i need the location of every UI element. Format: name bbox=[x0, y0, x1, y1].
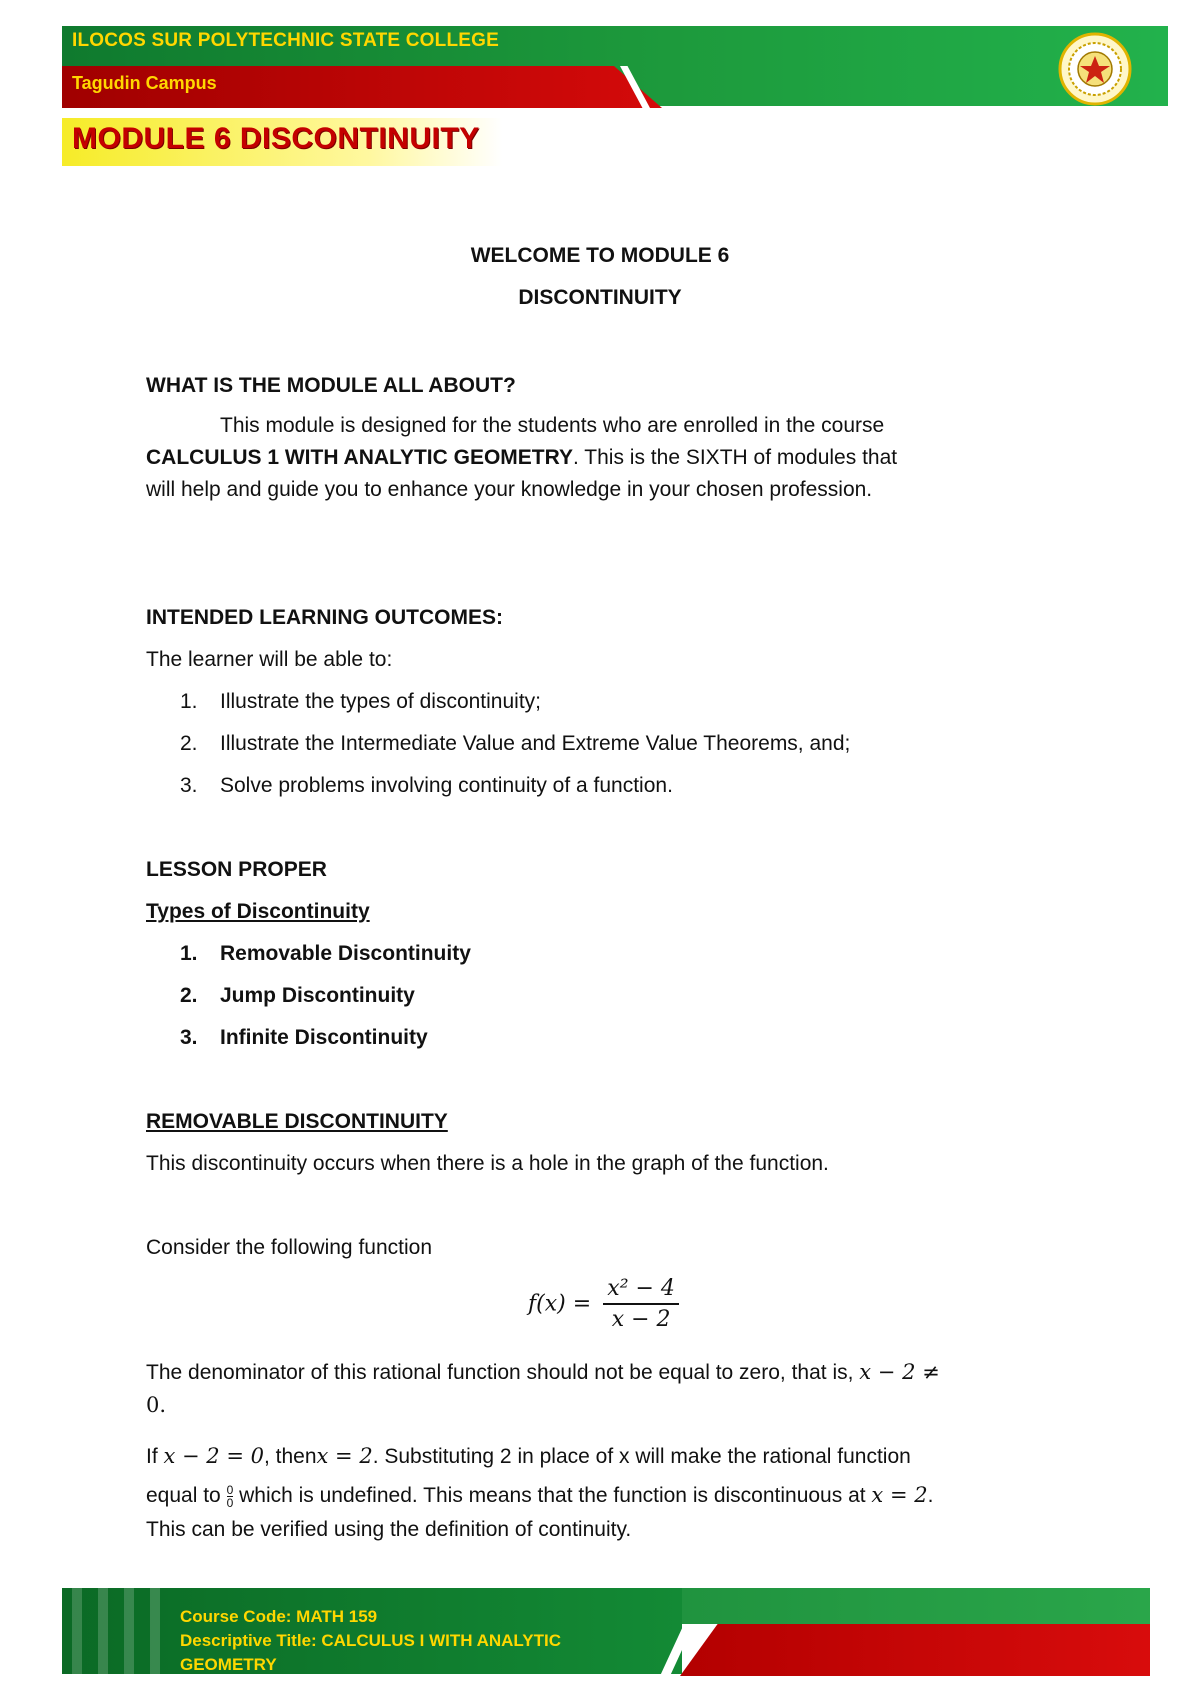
sub-text-c: . Substituting 2 in place of x will make the rational function bbox=[372, 1445, 911, 1468]
substitution-line-2 bbox=[146, 1479, 1066, 1512]
footer-red-band bbox=[680, 1624, 1150, 1676]
mini-numerator: 0 bbox=[226, 1482, 234, 1497]
ilo-item-text: Illustrate the Intermediate Value and Extreme Value Theorems, and; bbox=[220, 732, 851, 755]
footer-stripes bbox=[72, 1588, 162, 1674]
course-title-line-1: Descriptive Title: CALCULUS I WITH ANALYTIC bbox=[180, 1631, 561, 1650]
sub-math-1: x − 2 = 0 bbox=[163, 1444, 264, 1468]
substitution-paragraph bbox=[146, 1440, 1066, 1546]
sub-text-e: which is undefined. This means that the function is discontinuous at bbox=[233, 1484, 872, 1507]
module-title: MODULE 6 DISCONTINUITY bbox=[72, 122, 480, 155]
ilo-item: 1. Illustrate the types of discontinuity; bbox=[180, 690, 541, 713]
formula-fraction bbox=[603, 1276, 679, 1332]
ilo-heading: INTENDED LEARNING OUTCOMES: bbox=[146, 606, 503, 629]
mini-denominator: 0 bbox=[226, 1495, 234, 1510]
sub-text-a: If bbox=[146, 1445, 164, 1468]
about-line-2-rest: . This is the SIXTH of modules that bbox=[573, 446, 898, 469]
about-line-3: will help and guide you to enhance your knowledge in your chosen profession. bbox=[146, 478, 873, 501]
ilo-item: 3. Solve problems involving continuity of a function. bbox=[180, 774, 673, 797]
formula-lhs: f(x) = bbox=[528, 1291, 592, 1317]
footer-course-info bbox=[180, 1605, 561, 1677]
type-item-text: Removable Discontinuity bbox=[220, 942, 471, 965]
about-paragraph bbox=[146, 410, 1066, 506]
types-heading: Types of Discontinuity bbox=[146, 900, 370, 923]
verification-line: This can be verified using the definition of continuity. bbox=[146, 1518, 632, 1541]
course-title-line-2: GEOMETRY bbox=[180, 1655, 277, 1674]
campus-name: Tagudin Campus bbox=[72, 73, 217, 93]
removable-description: This discontinuity occurs when there is a hole in the graph of the function. bbox=[146, 1152, 829, 1175]
denominator-math: x − 2 ≠ bbox=[859, 1360, 940, 1384]
sub-text-d: equal to bbox=[146, 1484, 227, 1507]
formula-denominator: x − 2 bbox=[611, 1307, 671, 1332]
lesson-heading: LESSON PROPER bbox=[146, 858, 327, 881]
type-item: 2. Jump Discontinuity bbox=[180, 984, 415, 1007]
ilo-item: 2. Illustrate the Intermediate Value and Extreme Value Theorems, and; bbox=[180, 732, 851, 755]
sub-text-f: . bbox=[927, 1484, 934, 1507]
ilo-intro: The learner will be able to: bbox=[146, 648, 393, 671]
substitution-line-1 bbox=[146, 1440, 1066, 1473]
type-item: 1. Removable Discontinuity bbox=[180, 942, 471, 965]
sub-math-3: x = 2 bbox=[871, 1483, 928, 1507]
denominator-paragraph bbox=[146, 1356, 1066, 1421]
type-item-text: Infinite Discontinuity bbox=[220, 1026, 428, 1049]
denominator-line-2: 0. bbox=[146, 1393, 167, 1417]
type-item: 3. Infinite Discontinuity bbox=[180, 1026, 428, 1049]
sub-math-2: x = 2 bbox=[316, 1444, 373, 1468]
ilo-item-text: Illustrate the types of discontinuity; bbox=[220, 690, 541, 713]
about-line-2 bbox=[146, 442, 1066, 474]
removable-heading: REMOVABLE DISCONTINUITY bbox=[146, 1110, 448, 1133]
welcome-subtitle: DISCONTINUITY bbox=[518, 286, 682, 309]
course-name: CALCULUS 1 WITH ANALYTIC GEOMETRY bbox=[146, 446, 574, 469]
about-heading: WHAT IS THE MODULE ALL ABOUT? bbox=[146, 374, 516, 397]
function-formula bbox=[528, 1276, 679, 1332]
about-line-1: This module is designed for the students who are enrolled in the course bbox=[220, 414, 885, 437]
college-seal-icon bbox=[1058, 32, 1132, 106]
denominator-text: The denominator of this rational function should not be equal to zero, that is, bbox=[146, 1361, 860, 1384]
consider-text: Consider the following function bbox=[146, 1236, 433, 1259]
denominator-line-1 bbox=[146, 1356, 1066, 1389]
course-code: Course Code: MATH 159 bbox=[180, 1607, 378, 1626]
ilo-item-text: Solve problems involving continuity of a function. bbox=[220, 774, 673, 797]
type-item-text: Jump Discontinuity bbox=[220, 984, 415, 1007]
welcome-title: WELCOME TO MODULE 6 bbox=[470, 244, 730, 267]
formula-numerator: x² − 4 bbox=[603, 1276, 679, 1305]
college-name: ILOCOS SUR POLYTECHNIC STATE COLLEGE bbox=[72, 30, 499, 51]
sub-text-b: , then bbox=[263, 1445, 317, 1468]
